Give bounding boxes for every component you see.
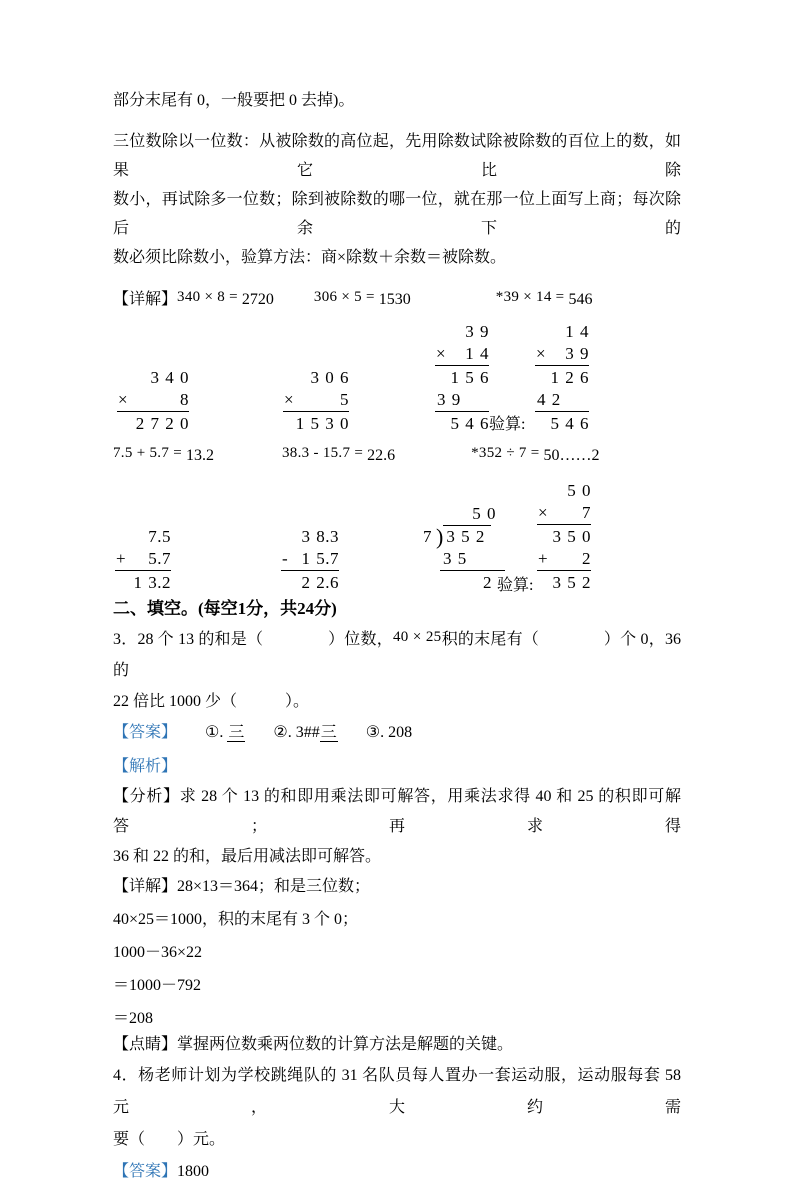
method-line-3: 数必须比除数小，验算方法：商×除数＋余数＝被除数。 (113, 249, 507, 266)
column-arithmetic-block-2 (113, 479, 681, 593)
operand-row: 3 0 6 (310, 368, 349, 387)
equation-306x5: 306 × 5 = 1530 (313, 289, 411, 308)
remainder-row: 2 (483, 573, 492, 592)
mult-column-306x5 (283, 366, 349, 435)
question-4-line-1: 4．杨老师计划为学校跳绳队的 31 名队员每人置办一套运动服，运动服每套 58 元，大约需 (113, 1067, 681, 1116)
dividend: 3 5 2 (443, 525, 491, 548)
dividend-row (423, 525, 503, 548)
detail1-equations-row (113, 283, 681, 312)
mult-column-340x8 (117, 366, 189, 435)
inline-equation-40x25: 40 × 25 (392, 629, 442, 645)
result-row: 3 5 2 (552, 573, 591, 592)
question-4 (113, 1060, 681, 1156)
subtrahend-row: - 1 5.7 (281, 548, 339, 571)
result-row: 2 7 2 0 (135, 414, 189, 433)
column-arithmetic-block-1 (113, 320, 681, 436)
detail-line-5: ＝208 (113, 1010, 154, 1027)
result-row: 1 3.2 (133, 573, 171, 592)
operand-row: 7.5 (148, 527, 171, 546)
answer-item-3: ③. 208 (365, 724, 413, 741)
long-division (423, 502, 503, 594)
addend-row: + 5.7 (115, 548, 171, 571)
partial-product-row: 3 9 (435, 389, 489, 412)
answer-4-row (113, 1156, 681, 1187)
check-label: 验算: (489, 416, 526, 433)
partial-product-row: 1 2 6 (550, 368, 589, 387)
result-row: 1 5 3 0 (295, 414, 349, 433)
detail-line-2: 40×25＝1000，积的末尾有 3 个 0； (113, 911, 359, 928)
multiplier-row: × 7 (537, 502, 591, 525)
result-row: 5 4 6 (550, 414, 589, 433)
check-label: 验算: (497, 577, 534, 594)
sub-column (281, 525, 339, 594)
partial-product-row: 4 2 (535, 389, 589, 412)
verify-column (537, 479, 591, 594)
method-line-1: 三位数除以一位数：从被除数的高位起，先用除数试除被除数的百位上的数，如果它比除 (113, 133, 681, 179)
question-3 (113, 622, 681, 717)
product-row: 3 5 0 (552, 527, 591, 546)
answer-label: 【答案】 (113, 724, 178, 741)
mult-column-39x14 (435, 320, 489, 435)
intro-line: 部分末尾有 0，一般要把 0 去掉)。 (113, 92, 355, 109)
multiplier-row: × 8 (117, 389, 189, 412)
question-4-line-2: 要（ ）元。 (113, 1131, 226, 1148)
question-3-line-2: 22 倍比 1000 少（ ）。 (113, 693, 310, 710)
answer-item-1: ①. 三 (205, 724, 245, 741)
quotient-row: 5 0 (472, 504, 496, 523)
addend-row: + 2 (537, 548, 591, 571)
operand-row: 1 4 (565, 322, 589, 341)
add-column (115, 525, 171, 594)
method-paragraph (113, 127, 681, 272)
detail-line-1: 【详解】28×13＝364；和是三位数； (113, 878, 371, 895)
answer-3-row (113, 717, 681, 748)
mult-column-14x39 (535, 320, 589, 435)
equation-340x8: 340 × 8 = 2720 (177, 289, 274, 308)
subtracted-product-row: 3 5 (440, 548, 505, 571)
section-heading: 二、填空。(每空1分，共24分) (113, 599, 337, 618)
method-line-2: 数小，再试除多一位数；除到被除数的哪一位，就在那一位上面写上商；每次除后余下的 (113, 191, 681, 237)
operand-row: 5 0 (567, 481, 591, 500)
result-row: 5 4 6 (450, 414, 489, 433)
detail-line-4: ＝1000－792 (113, 977, 202, 994)
partial-product-row: 1 5 6 (450, 368, 489, 387)
equation-7.5plus5.7: 7.5 + 5.7 = 13.2 (113, 445, 214, 464)
equations-row-2 (113, 439, 681, 468)
detail1-label: 【详解】 (113, 291, 178, 308)
equation-39x14: *39 × 14 = 546 (495, 289, 593, 308)
jiexi-label: 【解析】 (113, 758, 178, 775)
divisor: 7 (423, 527, 432, 546)
answer-4-value: 1800 (177, 1163, 210, 1180)
answer-item-2: ②. 3##三 (273, 724, 337, 741)
multiplier-row: × 1 4 (435, 343, 489, 366)
answer-label: 【答案】 (113, 1163, 178, 1180)
detail-line-3: 1000－36×22 (113, 944, 203, 961)
detail-working (113, 870, 681, 1035)
operand-row: 3 8.3 (301, 527, 339, 546)
question-3-line-1: 3．28 个 13 的和是（ ）位数，40 × 25积的末尾有（ ）个 0，36 的 (113, 629, 681, 679)
multiplier-row: × 5 (283, 389, 349, 412)
fenxi-line-2: 36 和 22 的和，最后用减法即可解答。 (113, 848, 382, 865)
result-row: 2 2.6 (301, 573, 339, 592)
equation-38.3minus15.7: 38.3 - 15.7 = 22.6 (281, 445, 396, 464)
division-bracket: ) (436, 524, 444, 549)
operand-row: 3 9 (465, 322, 489, 341)
fenxi-paragraph (113, 782, 681, 872)
fenxi-line-1: 【分析】求 28 个 13 的和即用乘法即可解答，用乘法求得 40 和 25 的积即可解答；再求得 (113, 788, 681, 835)
operand-row: 3 4 0 (150, 368, 189, 387)
multiplier-row: × 3 9 (535, 343, 589, 366)
dianjing-line: 【点睛】掌握两位数乘两位数的计算方法是解题的关键。 (113, 1036, 514, 1053)
equation-352div7: *352 ÷ 7 = 50……2 (471, 445, 600, 464)
